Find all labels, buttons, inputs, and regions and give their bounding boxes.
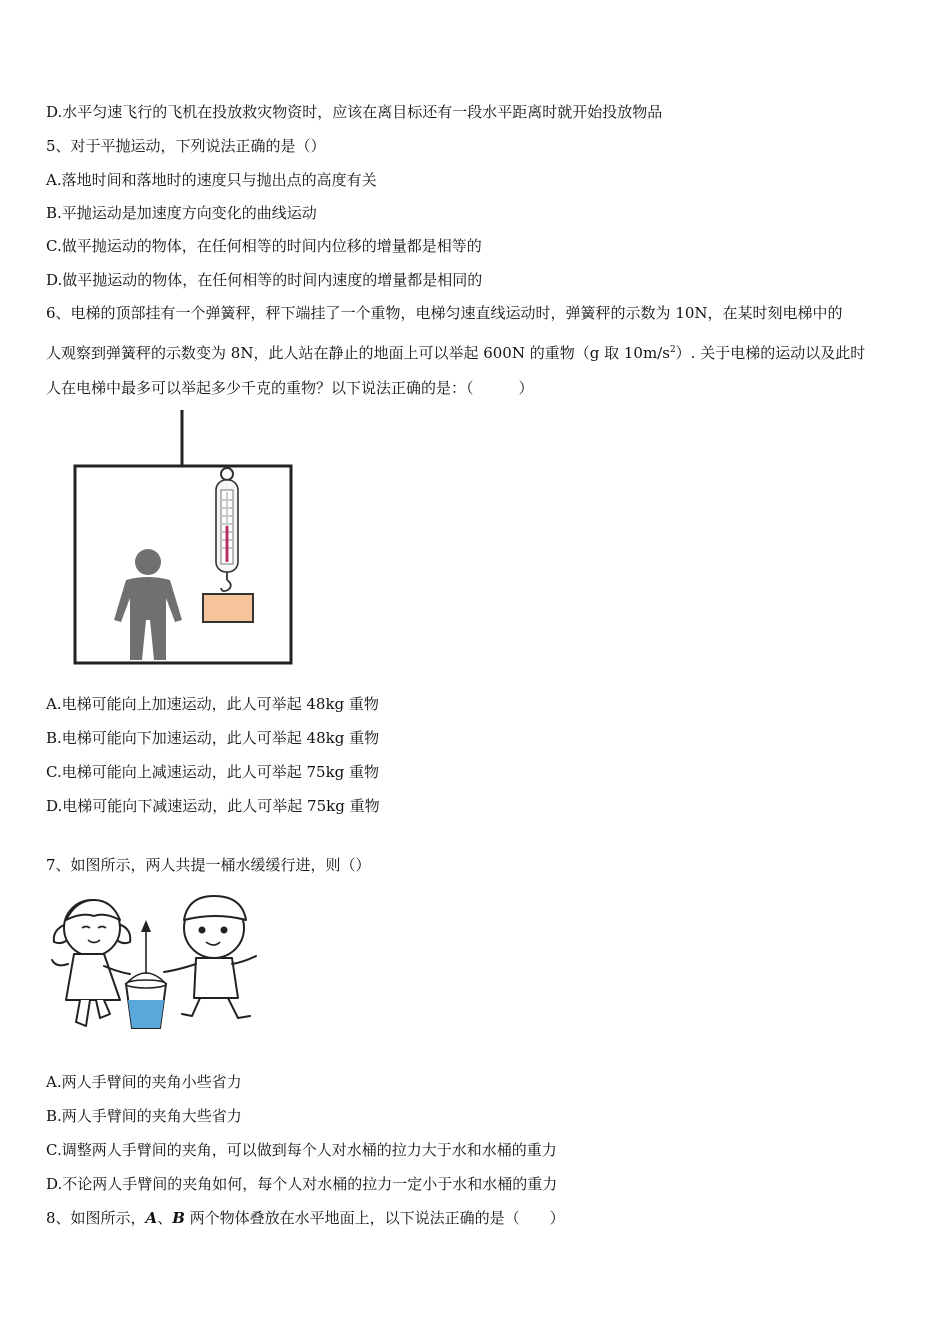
q7-stem: 7、如图所示，两人共提一桶水缓缓行进，则（） <box>46 856 371 874</box>
q6-stem-line2-part2: ）. 关于电梯的运动以及此时 <box>675 344 866 362</box>
q8-stem-separator: 、 <box>157 1209 173 1227</box>
q6-option-c: C.电梯可能向上减速运动，此人可举起 75kg 重物 <box>46 763 380 781</box>
q5-stem: 5、对于平抛运动，下列说法正确的是（） <box>46 137 326 155</box>
q7-option-a: A.两人手臂间的夹角小些省力 <box>46 1073 242 1091</box>
q6-stem-line2-part1: 人观察到弹簧秤的示数变为 8N，此人站在静止的地面上可以举起 600N 的重物（g 取 10m/s <box>46 344 670 362</box>
q7-option-c: C.调整两人手臂间的夹角，可以做到每个人对水桶的拉力大于水和水桶的重力 <box>46 1141 557 1159</box>
q6-option-d: D.电梯可能向下减速运动，此人可举起 75kg 重物 <box>46 797 380 815</box>
q6-option-a: A.电梯可能向上加速运动，此人可举起 48kg 重物 <box>46 695 379 713</box>
two-children-carrying-bucket-figure <box>46 890 262 1036</box>
q5-option-c: C.做平抛运动的物体，在任何相等的时间内位移的增量都是相等的 <box>46 237 482 255</box>
q8-stem-suffix: 两个物体叠放在水平地面上，以下说法正确的是（ ） <box>184 1209 565 1227</box>
q6-exponent: 2 <box>669 345 676 355</box>
q7-option-b: B.两人手臂间的夹角大些省力 <box>46 1107 242 1125</box>
q6-stem-line1: 6、电梯的顶部挂有一个弹簧秤，秤下端挂了一个重物，电梯匀速直线运动时，弹簧秤的示数为 10N，在某时刻电梯中的 <box>46 304 843 322</box>
elevator-spring-scale-figure <box>70 408 296 670</box>
q5-option-a: A.落地时间和落地时的速度只与抛出点的高度有关 <box>46 171 377 189</box>
q5-option-b: B.平抛运动是加速度方向变化的曲线运动 <box>46 204 317 222</box>
q8-stem-prefix: 8、如图所示， <box>46 1209 146 1227</box>
q6-stem-line3: 人在电梯中最多可以举起多少千克的重物？以下说法正确的是：（ ） <box>46 379 534 397</box>
q8-object-a: A <box>145 1209 158 1227</box>
q6-option-b: B.电梯可能向下加速运动，此人可举起 48kg 重物 <box>46 729 380 747</box>
q5-option-d: D.做平抛运动的物体，在任何相等的时间内速度的增量都是相同的 <box>46 271 483 289</box>
q4-option-d: D.水平匀速飞行的飞机在投放救灾物资时，应该在离目标还有一段水平距离时就开始投放物品 <box>46 103 663 121</box>
q8-stem <box>46 1208 565 1228</box>
q7-option-d: D.不论两人手臂间的夹角如何，每个人对水桶的拉力一定小于水和水桶的重力 <box>46 1175 558 1193</box>
q8-object-b: B <box>172 1209 185 1227</box>
q6-stem-line2 <box>46 340 865 363</box>
